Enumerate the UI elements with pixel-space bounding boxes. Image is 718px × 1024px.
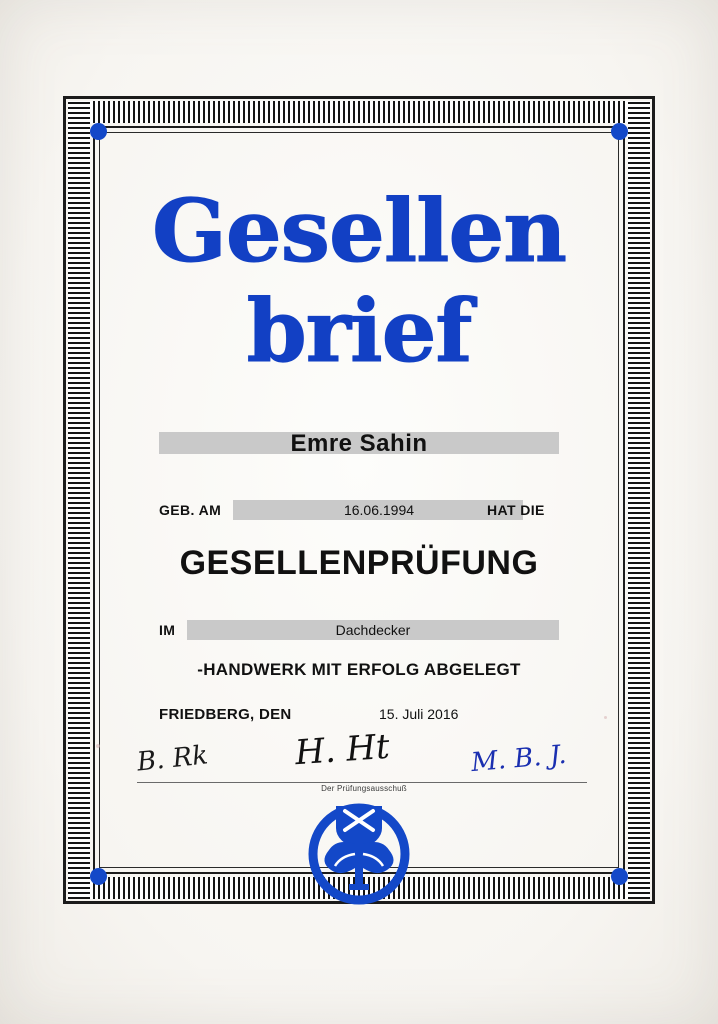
label-has: HAT DIE [487,502,545,518]
signature-caption: Der Prüfungsausschuß [321,784,407,793]
label-born: GEB. AM [159,502,222,518]
signature-line [137,782,587,783]
certificate-content [99,132,619,868]
exam-title: GESELLENPRÜFUNG [179,544,539,582]
frame-hatch-left [68,101,90,899]
issue-date: 15. Juli 2016 [379,706,459,722]
date-of-birth: 16.06.1994 [343,502,415,518]
corner-dot-bottom-left [90,868,107,885]
signature-left: B. Rk [135,740,210,778]
scan-artifact [604,716,607,719]
scan-artifact [96,744,100,748]
signature-right: M. B. J. [469,739,568,779]
frame-hatch-top [68,101,650,123]
place-date-row [159,706,559,726]
certificate-title-line2: brief [246,281,472,382]
signature-center: H. Ht [293,726,391,774]
handwerk-emblem-icon [302,792,416,906]
trade-row [159,620,559,642]
issue-place: FRIEDBERG, DEN [159,706,292,723]
result-line: -HANDWERK MIT ERFOLG ABGELEGT [197,660,521,679]
corner-dot-bottom-right [611,868,628,885]
certificate-title-line1: Gesellen [152,181,566,282]
recipient-name-row [159,430,559,456]
recipient-name: Emre Sahin [290,430,428,457]
birth-row [159,500,559,522]
trade-name: Dachdecker [335,622,411,638]
label-in: IM [159,622,176,638]
frame-hatch-right [628,101,650,899]
